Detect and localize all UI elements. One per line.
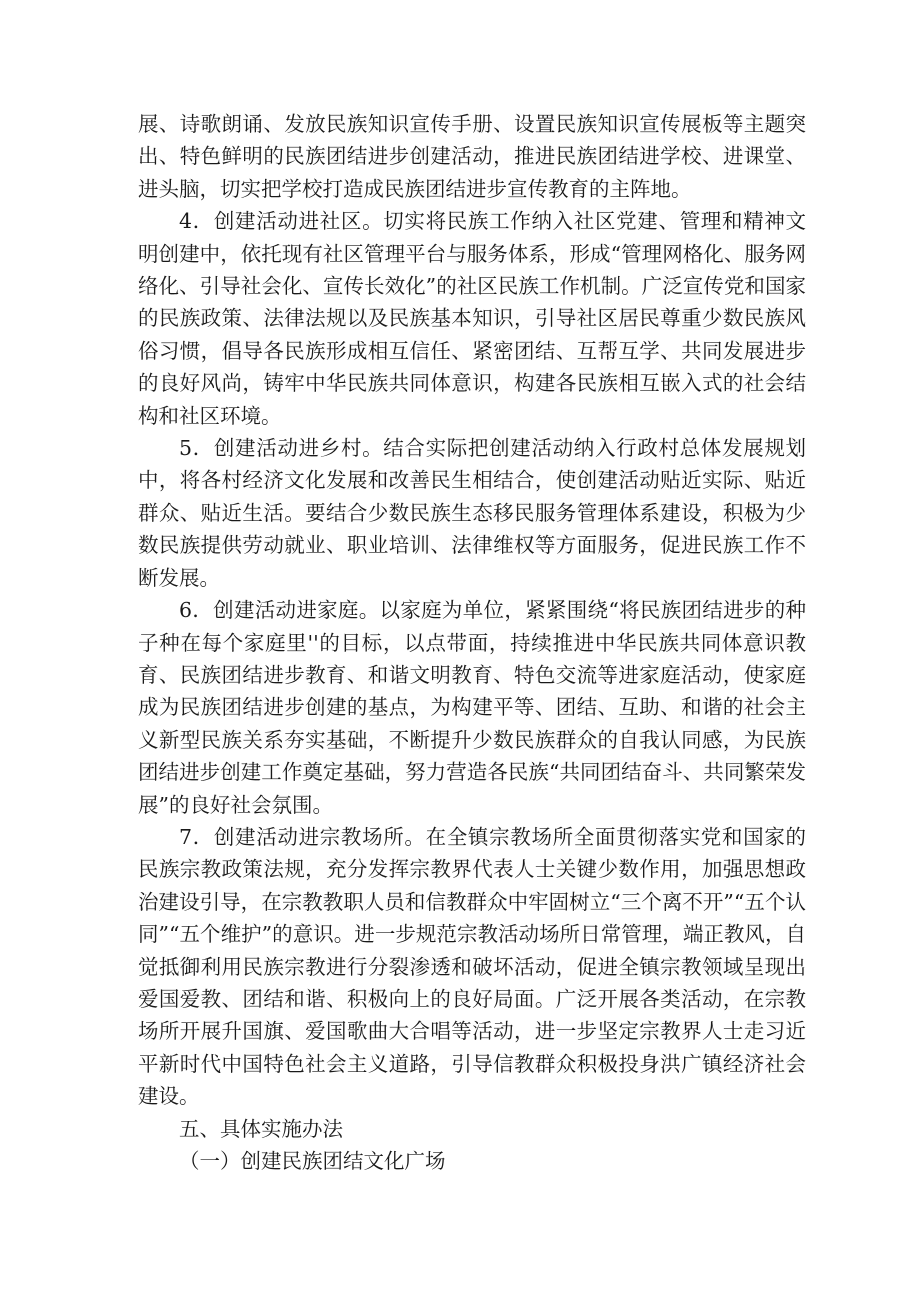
- paragraph-item-6: 6．创建活动进家庭。以家庭为单位，紧紧围绕“将民族团结进步的种子种在每个家庭里''的目标，以点带面，持续推进中华民族共同体意识教育、民族团结进步教育、和谐文明教育、特色交流等进家庭活动，使家庭成为民族团结进步创建的基点，为构建平等、团结、互助、和谐的社会主义新型民族关系夯实基础，不断提升少数民族群众的自我认同感，为民族团结进步创建工作奠定基础，努力营造各民族“共同团结奋斗、共同繁荣发展”的良好社会氛围。: [138, 598, 806, 817]
- paragraph-item-5: 5．创建活动进乡村。结合实际把创建活动纳入行政村总体发展规划中，将各村经济文化发展和改善民生相结合，使创建活动贴近实际、贴近群众、贴近生活。要结合少数民族生态移民服务管理体系建设，积极为少数民族提供劳动就业、职业培训、法律维权等方面服务，促进民族工作不断发展。: [138, 436, 806, 590]
- subsection-heading: （一）创建民族团结文化广场: [179, 1149, 446, 1173]
- section-heading: 五、具体实施办法: [179, 1116, 343, 1141]
- paragraph-item-7: 7．创建活动进宗教场所。在全镇宗教场所全面贯彻落实党和国家的民族宗教政策法规，充分发挥宗教界代表人士关键少数作用，加强思想政治建设引导，在宗教教职人员和信教群众中牢固树立“三个离不开”“五个认同”“五个维护”的意识。进一步规范宗教活动场所日常管理，端正教风，自觉抵御利用民族宗教进行分裂渗透和破坏活动，促进全镇宗教领域呈现出爱国爱教、团结和谐、积极向上的良好局面。广泛开展各类活动，在宗教场所开展升国旗、爱国歌曲大合唱等活动，进一步坚定宗教界人士走习近平新时代中国特色社会主义道路，引导信教群众积极投身洪广镇经济社会建设。: [138, 824, 806, 1109]
- paragraph-continuation: 展、诗歌朗诵、发放民族知识宣传手册、设置民族知识宣传展板等主题突出、特色鲜明的民族团结进步创建活动，推进民族团结进学校、进课堂、进头脑，切实把学校打造成民族团结进步宣传教育的主阵地。: [138, 112, 806, 201]
- document-body: [138, 108, 806, 1177]
- paragraph-item-4: 4．创建活动进社区。切实将民族工作纳入社区党建、管理和精神文明创建中，依托现有社区管理平台与服务体系，形成“管理网格化、服务网络化、引导社会化、宣传长效化”的社区民族工作机制。广泛宣传党和国家的民族政策、法律法规以及民族基本知识，引导社区居民尊重少数民族风俗习惯，倡导各民族形成相互信任、紧密团结、互帮互学、共同发展进步的良好风尚，铸牢中华民族共同体意识，构建各民族相互嵌入式的社会结构和社区环境。: [138, 209, 806, 428]
